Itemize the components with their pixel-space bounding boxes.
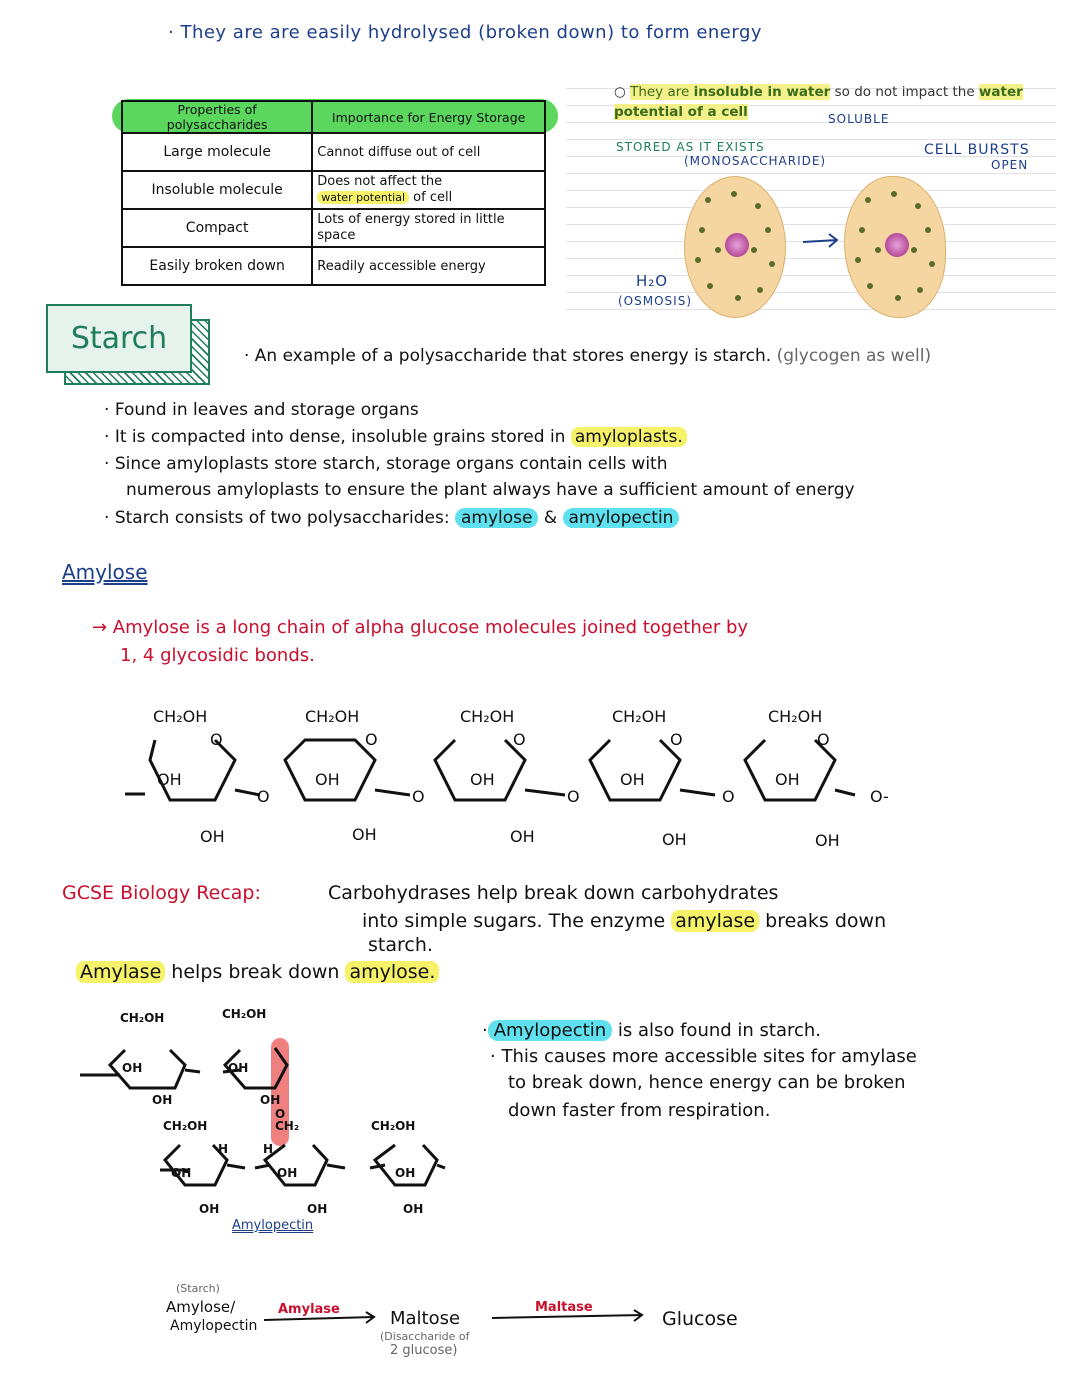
svg-text:OH: OH — [171, 1166, 192, 1180]
svg-text:OH: OH — [228, 1061, 249, 1075]
substrate-label: Amylose/ — [166, 1298, 236, 1316]
svg-text:O: O — [257, 787, 270, 806]
importance-cell: Does not affect the water potential of cell — [312, 171, 545, 209]
amylose-chain-diagram — [115, 700, 915, 860]
amylopectin-diagram — [75, 1000, 455, 1250]
recap-line: starch. — [368, 934, 433, 956]
svg-text:OH: OH — [403, 1202, 424, 1216]
product-maltose: Maltose — [390, 1308, 461, 1329]
svg-text:OH: OH — [277, 1166, 298, 1180]
property-cell: Compact — [122, 209, 312, 247]
enzyme-maltase: Maltase — [535, 1300, 593, 1315]
svg-text:CH₂OH: CH₂OH — [371, 1119, 416, 1133]
svg-text:O: O — [513, 730, 526, 749]
recap-line: into simple sugars. The enzyme amylase breaks down — [362, 910, 887, 932]
svg-text:OH: OH — [470, 770, 495, 789]
svg-text:OH: OH — [352, 825, 377, 844]
svg-text:CH₂: CH₂ — [275, 1119, 300, 1133]
starch-note: (Starch) — [176, 1282, 220, 1295]
svg-text:O: O — [567, 787, 580, 806]
table-row — [122, 133, 545, 171]
cell-bursts-label: CELL BURSTS — [924, 142, 1030, 158]
svg-text:O: O — [210, 730, 223, 749]
cell-osmosis-figure — [566, 72, 1056, 317]
amyloplasts-highlight: amyloplasts. — [571, 427, 687, 447]
nucleus — [725, 233, 749, 257]
svg-text:CH₂OH: CH₂OH — [222, 1007, 267, 1021]
table-header: Properties of polysaccharides — [122, 101, 312, 133]
importance-cell: Readily accessible energy — [312, 247, 545, 285]
bullet-circle-icon: ○ — [614, 84, 631, 100]
svg-text:O: O — [670, 730, 683, 749]
svg-text:O: O — [817, 730, 830, 749]
amylose-heading: Amylose — [62, 560, 148, 584]
starch-bullet-cont: numerous amyloplasts to ensure the plant always have a sufficient amount of energy — [126, 480, 855, 500]
svg-text:O: O — [412, 787, 425, 806]
svg-text:O: O — [722, 787, 735, 806]
product-glucose: Glucose — [662, 1308, 738, 1330]
maltose-note-cont: 2 glucose) — [390, 1343, 458, 1358]
starch-bullet: · Starch consists of two polysaccharides: amylose & amylopectin — [104, 508, 679, 528]
svg-text:OH: OH — [510, 827, 535, 846]
svg-text:OH: OH — [662, 830, 687, 849]
enzyme-amylase: Amylase — [278, 1302, 340, 1317]
top-bullet: · They are are easily hydrolysed (broken down) to form energy — [168, 22, 763, 43]
recap-label: GCSE Biology Recap: — [62, 882, 261, 904]
table-header: Importance for Energy Storage — [312, 101, 545, 133]
stored-label: STORED AS IT EXISTS — [616, 140, 765, 154]
starch-intro: · An example of a polysaccharide that stores energy is starch. (glycogen as well) — [244, 346, 932, 366]
intact-cell — [684, 176, 786, 318]
table-row — [122, 171, 545, 209]
arrow-right-icon — [801, 232, 841, 252]
svg-text:O: O — [365, 730, 378, 749]
amylopectin-note: to break down, hence energy can be broken — [508, 1072, 906, 1093]
recap-line: Amylase helps break down amylose. — [76, 961, 439, 983]
arrow-right-icon — [490, 1308, 650, 1324]
svg-text:OH: OH — [395, 1166, 416, 1180]
svg-text:OH: OH — [315, 770, 340, 789]
svg-text:O: O — [275, 1107, 286, 1121]
property-cell: Insoluble molecule — [122, 171, 312, 209]
burst-cell — [844, 176, 946, 318]
osmosis-label: (OSMOSIS) — [618, 294, 692, 308]
amylopectin-note: · This causes more accessible sites for amylase — [490, 1046, 917, 1067]
amylopectin-note-highlight: Amylopectin — [488, 1020, 612, 1041]
amylose-definition-cont: 1, 4 glycosidic bonds. — [120, 645, 315, 666]
starch-bullet: · Since amyloplasts store starch, storage organs contain cells with — [104, 454, 668, 474]
maltose-note: (Disaccharide of — [380, 1330, 470, 1343]
substrate-label-cont: Amylopectin — [170, 1318, 258, 1334]
svg-text:OH: OH — [815, 831, 840, 850]
properties-table — [121, 100, 546, 286]
svg-text:CH₂OH: CH₂OH — [460, 707, 515, 726]
soluble-label: SOLUBLE — [828, 112, 890, 126]
table-row — [122, 247, 545, 285]
svg-text:CH₂OH: CH₂OH — [305, 707, 360, 726]
svg-text:H: H — [218, 1142, 229, 1156]
amylopectin-caption: Amylopectin — [232, 1218, 314, 1233]
amylopectin-highlight: amylopectin — [563, 508, 680, 528]
svg-text:O-: O- — [870, 787, 889, 806]
svg-text:CH₂OH: CH₂OH — [768, 707, 823, 726]
amylopectin-note: down faster from respiration. — [508, 1100, 771, 1121]
svg-text:OH: OH — [122, 1061, 143, 1075]
property-cell: Large molecule — [122, 133, 312, 171]
svg-text:OH: OH — [152, 1093, 173, 1107]
svg-text:OH: OH — [620, 770, 645, 789]
table-row — [122, 209, 545, 247]
figure-caption: ○ They are insoluble in water so do not impact the water potential of a cell — [614, 84, 1023, 120]
importance-cell: Lots of energy stored in little space — [312, 209, 545, 247]
monosaccharide-label: (MONOSACCHARIDE) — [684, 154, 827, 168]
recap-line: Carbohydrases help break down carbohydrates — [328, 882, 779, 904]
svg-text:CH₂OH: CH₂OH — [163, 1119, 208, 1133]
nucleus — [885, 233, 909, 257]
amylose-definition: → Amylose is a long chain of alpha glucose molecules joined together by — [92, 617, 749, 638]
starch-bullet: · It is compacted into dense, insoluble grains stored in amyloplasts. — [104, 427, 687, 447]
water-potential-highlight: water potential — [317, 191, 409, 204]
starch-bullet: · Found in leaves and storage organs — [104, 400, 419, 420]
svg-text:OH: OH — [775, 770, 800, 789]
svg-text:CH₂OH: CH₂OH — [612, 707, 667, 726]
svg-text:OH: OH — [307, 1202, 328, 1216]
svg-text:CH₂OH: CH₂OH — [153, 707, 208, 726]
amylase-highlight: amylase — [671, 910, 759, 932]
h2o-label: H₂O — [636, 272, 669, 290]
svg-text:H: H — [263, 1142, 274, 1156]
svg-text:CH₂OH: CH₂OH — [120, 1011, 165, 1025]
starch-title: Starch — [46, 304, 192, 373]
table-header-row — [122, 101, 545, 133]
property-cell: Easily broken down — [122, 247, 312, 285]
open-label: OPEN — [991, 158, 1029, 172]
svg-text:OH: OH — [260, 1093, 281, 1107]
amylopectin-note: · Amylopectin is also found in starch. — [482, 1020, 822, 1041]
amylose-highlight: amylose — [455, 508, 538, 528]
svg-text:OH: OH — [157, 770, 182, 789]
svg-text:OH: OH — [200, 827, 225, 846]
svg-text:OH: OH — [199, 1202, 220, 1216]
importance-cell: Cannot diffuse out of cell — [312, 133, 545, 171]
arrow-right-icon — [262, 1310, 382, 1326]
